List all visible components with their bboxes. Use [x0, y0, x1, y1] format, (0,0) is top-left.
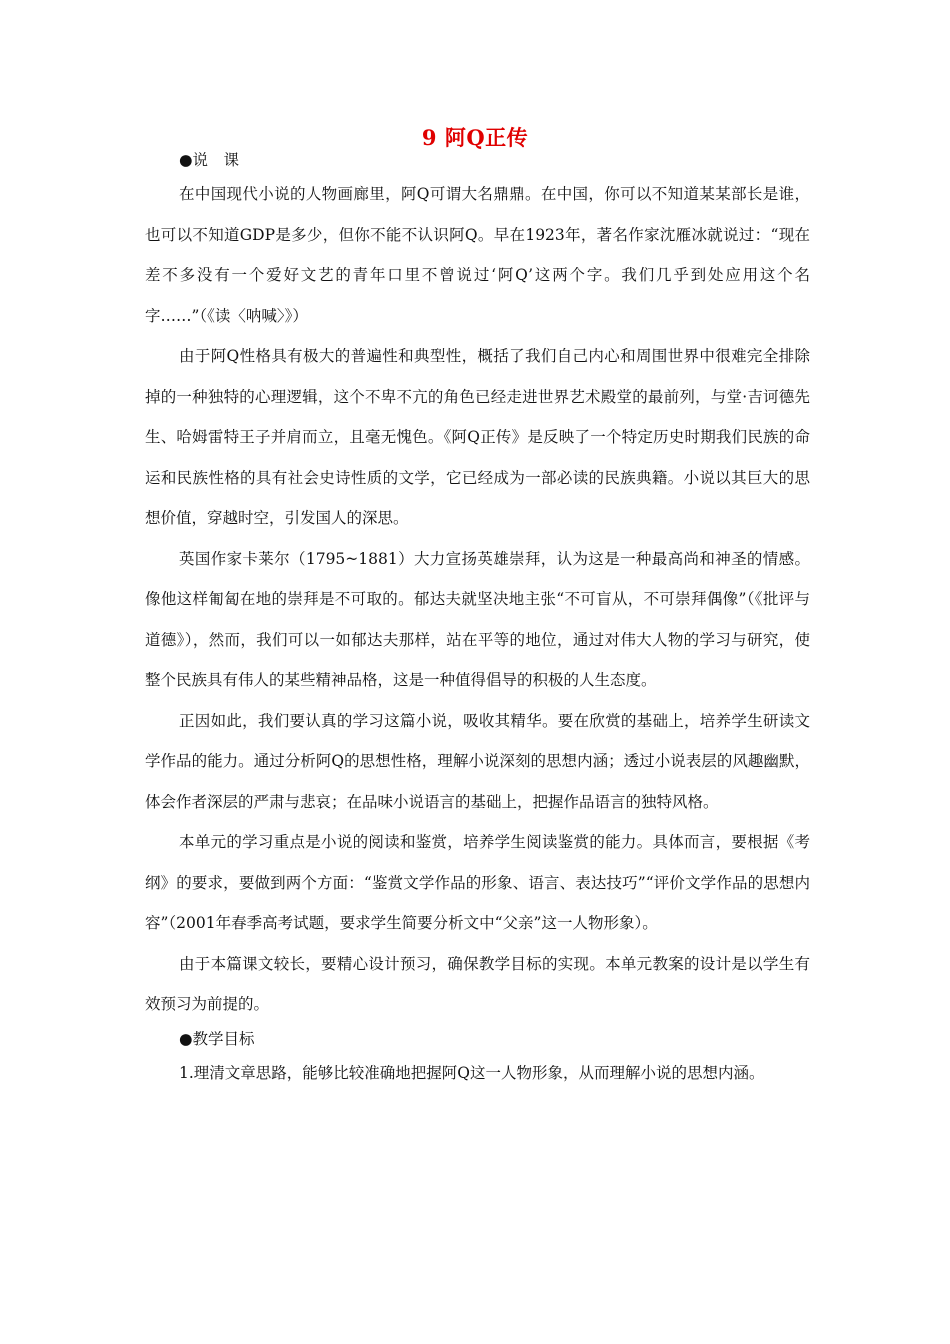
paragraph: 1.理清文章思路，能够比较准确地把握阿Q这一人物形象，从而理解小说的思想内涵。 [179, 1063, 765, 1082]
paragraph: 英国作家卡莱尔（1795~1881）大力宣扬英雄崇拜，认为这是一种最高尚和神圣的情感。像他这样匍匐在地的崇拜是不可取的。郁达夫就坚决地主张“不可盲从，不可崇拜偶像”（《批评与道德》），然而，我们可以一如郁达夫那样，站在平等的地位，通过对伟大人物的学习与研究，使整个民族具有伟人的某些精神品格，这是一种值得倡导的积极的人生态度。 [145, 549, 810, 689]
document-title: 9 阿Q正传 [421, 125, 529, 150]
section-heading-lesson-talk: ●说 课 [179, 151, 240, 169]
section-heading-teaching-goals: ●教学目标 [179, 1029, 255, 1048]
document-body [145, 146, 810, 1093]
paragraph: 正因如此，我们要认真的学习这篇小说，吸收其精华。要在欣赏的基础上，培养学生研读文学作品的能力。通过分析阿Q的思想性格，理解小说深刻的思想内涵；透过小说表层的风趣幽默，体会作者深层的严肃与悲哀；在品味小说语言的基础上，把握作品语言的独特风格。 [145, 711, 810, 811]
paragraph: 在中国现代小说的人物画廊里，阿Q可谓大名鼎鼎。在中国，你可以不知道某某部长是谁，也可以不知道GDP是多少，但你不能不认识阿Q。早在1923年，著名作家沈雁冰就说过：“现在差不多没有一个爱好文艺的青年口里不曾说过‘阿Q’这两个字。我们几乎到处应用这个名字……”（《读〈呐喊〉》） [145, 185, 810, 325]
paragraph: 由于阿Q性格具有极大的普遍性和典型性，概括了我们自己内心和周围世界中很难完全排除掉的一种独特的心理逻辑，这个不卑不亢的角色已经走进世界艺术殿堂的最前列，与堂·吉诃德先生、哈姆雷特王子并肩而立，且毫无愧色。《阿Q正传》是反映了一个特定历史时期我们民族的命运和民族性格的具有社会史诗性质的文学，它已经成为一部必读的民族典籍。小说以其巨大的思想价值，穿越时空，引发国人的深思。 [145, 347, 810, 527]
paragraph: 由于本篇课文较长，要精心设计预习，确保教学目标的实现。本单元教案的设计是以学生有效预习为前提的。 [145, 954, 810, 1013]
paragraph: 本单元的学习重点是小说的阅读和鉴赏，培养学生阅读鉴赏的能力。具体而言，要根据《考纲》的要求，要做到两个方面：“鉴赏文学作品的形象、语言、表达技巧”“评价文学作品的思想内容”（2001年春季高考试题，要求学生简要分析文中“父亲”这一人物形象）。 [145, 833, 810, 932]
